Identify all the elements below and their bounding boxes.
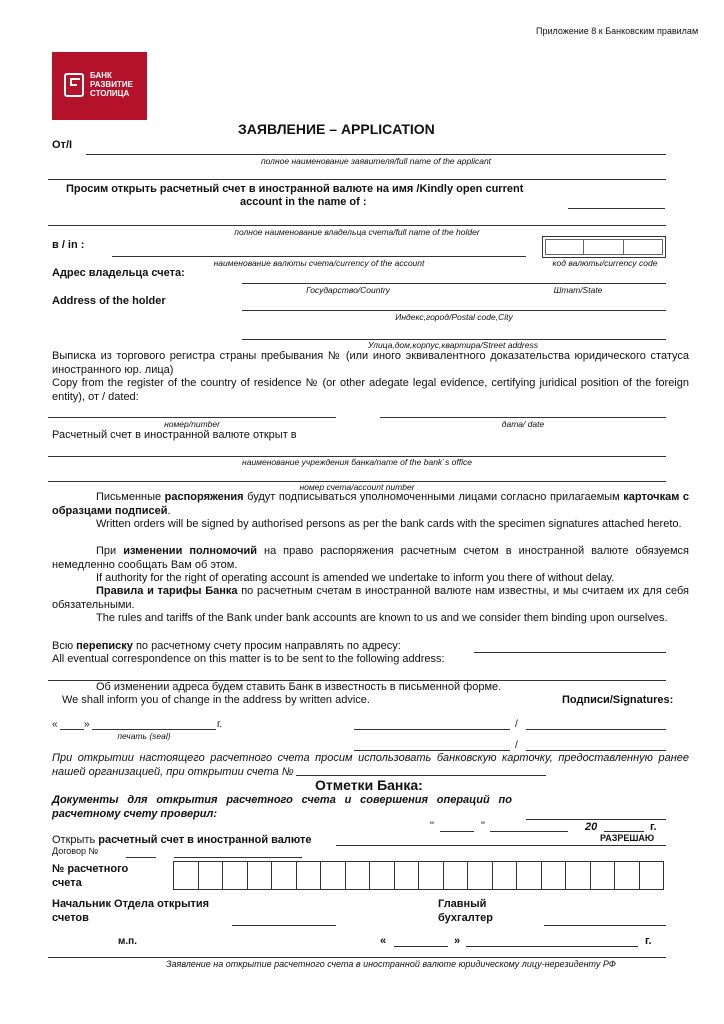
rules-ru-paragraph: Правила и тарифы Банка по расчетным счетам в иностранной валюте нам известны, и мы считаем их для себя обязательными. — [52, 585, 689, 611]
register-en-text: Copy from the register of the country of residence № (or other adegate legal evidence, certifying juridical position of the foreign entity), от / dated: — [52, 377, 689, 403]
contract-date-line[interactable] — [174, 857, 302, 858]
allow-year-suffix: г. — [650, 821, 657, 833]
signature-line-1b[interactable] — [526, 729, 666, 730]
register-number-line[interactable] — [48, 417, 336, 418]
authority-en-paragraph: If authority for the right of operating account is amended we undertake to inform you there of without delay. — [96, 572, 615, 584]
in-label: в / in : — [52, 239, 85, 251]
date-close-quote: » — [84, 719, 90, 730]
account-digit-cell[interactable] — [222, 861, 248, 890]
account-number-label-2: счета — [52, 877, 82, 889]
date-open-quote: « — [52, 719, 58, 730]
allow-label: РАЗРЕШАЮ — [600, 833, 655, 843]
account-number-caption: номер счета/account number — [299, 482, 415, 492]
orders-ru-paragraph: Письменные распоряжения будут подписываться уполномоченными лицами согласно прилагаемым карточкам с образцами подписей. — [52, 491, 689, 517]
correspondence-en: All eventual correspondence on this matter is to be sent to the following address: — [52, 653, 445, 665]
authority-ru-paragraph: При изменении полномочий на право распоряжения расчетным счетом в иностранной валюте обязуемся немедленно сообщать Вам об этом. — [52, 545, 690, 571]
applicant-caption: полное наименование заявителя/full name of the applicant — [260, 156, 492, 166]
page-title: ЗАЯВЛЕНИЕ – APPLICATION — [238, 121, 435, 137]
holder-caption: полное наименование владельца счета/full name of the holder — [234, 227, 480, 237]
account-digit-cell[interactable] — [443, 861, 469, 890]
account-number-label-1: № расчетного — [52, 863, 129, 875]
bottom-year-suffix: г. — [645, 935, 652, 947]
signature-line-2a[interactable] — [354, 750, 510, 751]
contract-label: Договор № — [52, 846, 99, 856]
docs-checked-text: Документы для открытия расчетного счета и совершения операций по расчетному счету проверил: — [52, 794, 512, 820]
address-change-en: We shall inform you of change in the address by written advice. — [62, 694, 370, 706]
currency-code-box[interactable] — [542, 236, 666, 258]
rules-en-paragraph: The rules and tariffs of the Bank under bank accounts are known to us and we consider them binding upon ourselves. — [96, 612, 668, 624]
open-account-line[interactable] — [336, 845, 666, 846]
bank-marks-heading: Отметки Банка: — [315, 777, 423, 793]
request-extra-line[interactable] — [568, 208, 665, 209]
sign-month-line[interactable] — [92, 729, 216, 730]
footer-divider — [48, 957, 666, 958]
account-digit-cell[interactable] — [173, 861, 199, 890]
street-caption: Улица,дом,корпус,квартира/Street address — [368, 340, 538, 350]
signature-slash-1: / — [515, 719, 518, 730]
head-label-2: счетов — [52, 912, 89, 924]
address-change-ru: Об изменении адреса будем ставить Банк в известность в письменной форме. — [96, 681, 502, 693]
applicant-name-line[interactable] — [86, 154, 666, 155]
country-state-line[interactable] — [242, 283, 666, 284]
chief-label-2: бухгалтер — [438, 912, 493, 924]
year-20: 20 — [585, 821, 598, 833]
holder-name-line[interactable] — [48, 225, 666, 226]
bottom-quote-close: » — [454, 935, 461, 947]
allow-day-line[interactable] — [440, 831, 474, 832]
account-digit-cell[interactable] — [614, 861, 640, 890]
account-digit-cell[interactable] — [541, 861, 567, 890]
account-digit-cell[interactable] — [345, 861, 371, 890]
appendix-note: Приложение 8 к Банковским правилам — [536, 26, 699, 36]
correspondence-address-line-1[interactable] — [474, 652, 666, 653]
account-digit-cell[interactable] — [565, 861, 591, 890]
signature-line-2b[interactable] — [526, 750, 666, 751]
currency-caption: наименование валюты счета/currency of the account — [213, 258, 425, 268]
address-ru-label: Адрес владельца счета: — [52, 267, 185, 279]
from-label: От/I — [52, 139, 73, 151]
allow-year-line[interactable] — [604, 831, 644, 832]
register-date-line[interactable] — [380, 417, 666, 418]
account-digit-cell[interactable] — [296, 861, 322, 890]
account-digit-cell[interactable] — [369, 861, 395, 890]
number-caption: номер/number — [164, 419, 220, 429]
account-digit-cell[interactable] — [320, 861, 346, 890]
account-digit-cell[interactable] — [590, 861, 616, 890]
bottom-month-line[interactable] — [466, 946, 638, 947]
chief-label-1: Главный — [438, 898, 487, 910]
opened-in-text: Расчетный счет в иностранной валюте открыт в — [52, 429, 297, 441]
address-en-label: Address of the holder — [52, 295, 166, 307]
bank-office-caption: наименование учреждения банка/name of the bank`s office — [242, 457, 472, 467]
signature-slash-2: / — [515, 740, 518, 751]
sign-day-line[interactable] — [60, 729, 84, 730]
country-caption: Государство/Country — [306, 285, 390, 295]
currency-code-caption: код валюты/currency code — [552, 258, 658, 268]
signature-line-1a[interactable] — [354, 729, 510, 730]
correspondence-ru: Всю переписку по расчетному счету просим направлять по адресу: — [52, 640, 401, 652]
divider — [48, 179, 666, 180]
logo-line-3: СТОЛИЦА — [90, 89, 130, 98]
mp-label: м.п. — [118, 936, 137, 947]
head-label-1: Начальник Отдела открытия — [52, 898, 210, 910]
account-digit-cell[interactable] — [198, 861, 224, 890]
state-caption: Штат/State — [553, 285, 603, 295]
signatures-label: Подписи/Signatures: — [562, 694, 674, 706]
logo-mark-icon — [64, 73, 84, 97]
account-digit-cell[interactable] — [492, 861, 518, 890]
date-caption: дата/ date — [501, 419, 545, 429]
quote-open: " — [430, 820, 434, 832]
currency-line[interactable] — [112, 256, 526, 257]
card-note: При открытии настоящего расчетного счета просим использовать банковскую карточку, предоставленную ранее нашей организацией, при открытии счета № — [52, 752, 689, 778]
logo-line-1: БАНК — [90, 71, 112, 80]
head-signature-line[interactable] — [232, 925, 336, 926]
docs-checked-line[interactable] — [526, 819, 666, 820]
account-digit-cell[interactable] — [516, 861, 542, 890]
account-digit-cell[interactable] — [271, 861, 297, 890]
card-account-line[interactable] — [296, 775, 546, 776]
register-ru-text: Выписка из торгового регистра страны пребывания № (или иного эквивалентного доказательства юридического статуса иностранного юр. лица) — [52, 350, 689, 376]
account-digit-cell[interactable] — [394, 861, 420, 890]
postal-city-line[interactable] — [242, 310, 666, 311]
account-digit-cell[interactable] — [247, 861, 273, 890]
logo-line-2: РАЗВИТИЕ — [90, 80, 133, 89]
request-line-1: Просим открыть расчетный счет в иностранной валюте на имя /Kindly open current — [66, 183, 524, 195]
bottom-day-line[interactable] — [394, 946, 448, 947]
account-digit-cell[interactable] — [467, 861, 493, 890]
allow-month-line[interactable] — [490, 831, 568, 832]
open-account-text: Открыть расчетный счет в иностранной валюте — [52, 834, 312, 846]
orders-en-paragraph: Written orders will be signed by authorised persons as per the bank cards with the specimen signatures attached hereto. — [96, 518, 682, 530]
quote-close: " — [481, 820, 485, 832]
bottom-quote-open: « — [380, 935, 387, 947]
seal-caption: печать (seal) — [117, 731, 171, 741]
year-suffix: г. — [217, 719, 223, 730]
request-line-2: account in the name of : — [240, 196, 367, 208]
chief-signature-line[interactable] — [544, 925, 666, 926]
account-digit-cell[interactable] — [418, 861, 444, 890]
contract-number-line[interactable] — [126, 857, 156, 858]
account-number-grid[interactable] — [173, 861, 663, 890]
account-digit-cell[interactable] — [639, 861, 665, 890]
footer-text: Заявление на открытие расчетного счета в иностранной валюте юридическому лицу-нерезиденту РФ — [166, 959, 616, 969]
bank-logo — [52, 52, 147, 120]
postal-caption: Индекс,город/Postal code,City — [395, 312, 513, 322]
